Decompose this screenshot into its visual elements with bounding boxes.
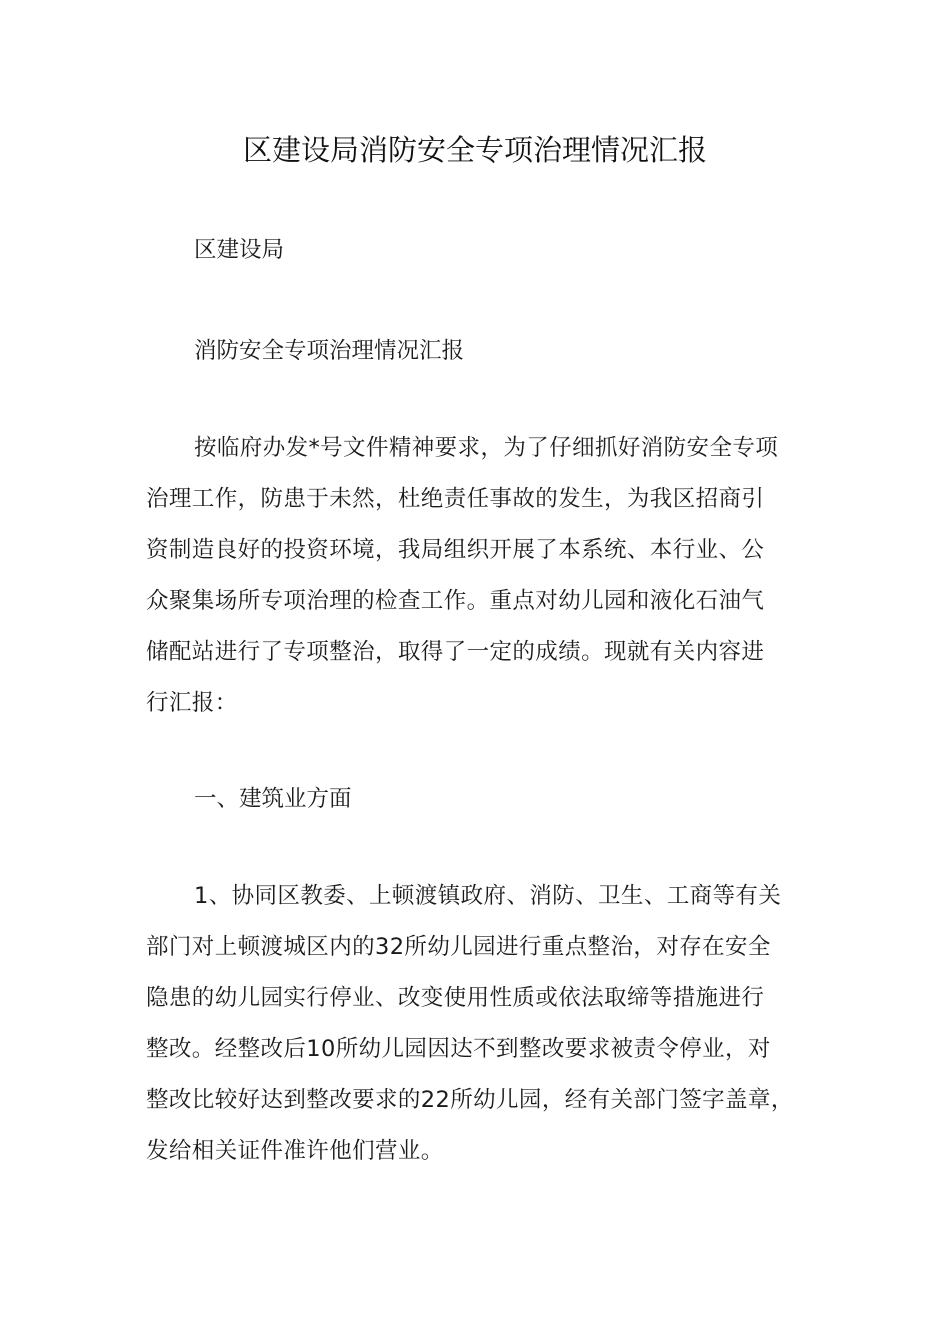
subtitle-line: 消防安全专项治理情况汇报: [194, 338, 465, 364]
paragraph-line: 治理工作，防患于未然，杜绝责任事故的发生，为我区招商引: [146, 486, 765, 512]
paragraph-line: 整改比较好达到整改要求的22所幼儿园，经有关部门签字盖章，: [146, 1087, 794, 1113]
paragraph-line: 资制造良好的投资环境，我局组织开展了本系统、本行业、公: [146, 537, 765, 563]
issuer-line: 区建设局: [194, 237, 285, 263]
paragraph-line: 储配站进行了专项整治，取得了一定的成绩。现就有关内容进: [146, 639, 765, 665]
paragraph-line: 整改。经整改后10所幼儿园因达不到整改要求被责令停业，对: [146, 1036, 771, 1062]
paragraph-line: 1、协同区教委、上顿渡镇政府、消防、卫生、工商等有关: [194, 883, 782, 909]
paragraph-line: 发给相关证件准许他们营业。: [146, 1138, 444, 1164]
document-title: 区建设局消防安全专项治理情况汇报: [242, 133, 707, 167]
paragraph-line: 行汇报：: [146, 690, 238, 716]
paragraph-line: 按临府办发*号文件精神要求，为了仔细抓好消防安全专项: [194, 435, 779, 461]
section-heading: 一、建筑业方面: [194, 786, 352, 812]
paragraph-line: 众聚集场所专项治理的检查工作。重点对幼儿园和液化石油气: [146, 588, 765, 614]
paragraph-line: 隐患的幼儿园实行停业、改变使用性质或依法取缔等措施进行: [146, 985, 765, 1011]
intro-paragraph: [146, 423, 826, 729]
item1-paragraph: [146, 871, 826, 1177]
paragraph-line: 部门对上顿渡城区内的32所幼儿园进行重点整治，对存在安全: [146, 934, 771, 960]
